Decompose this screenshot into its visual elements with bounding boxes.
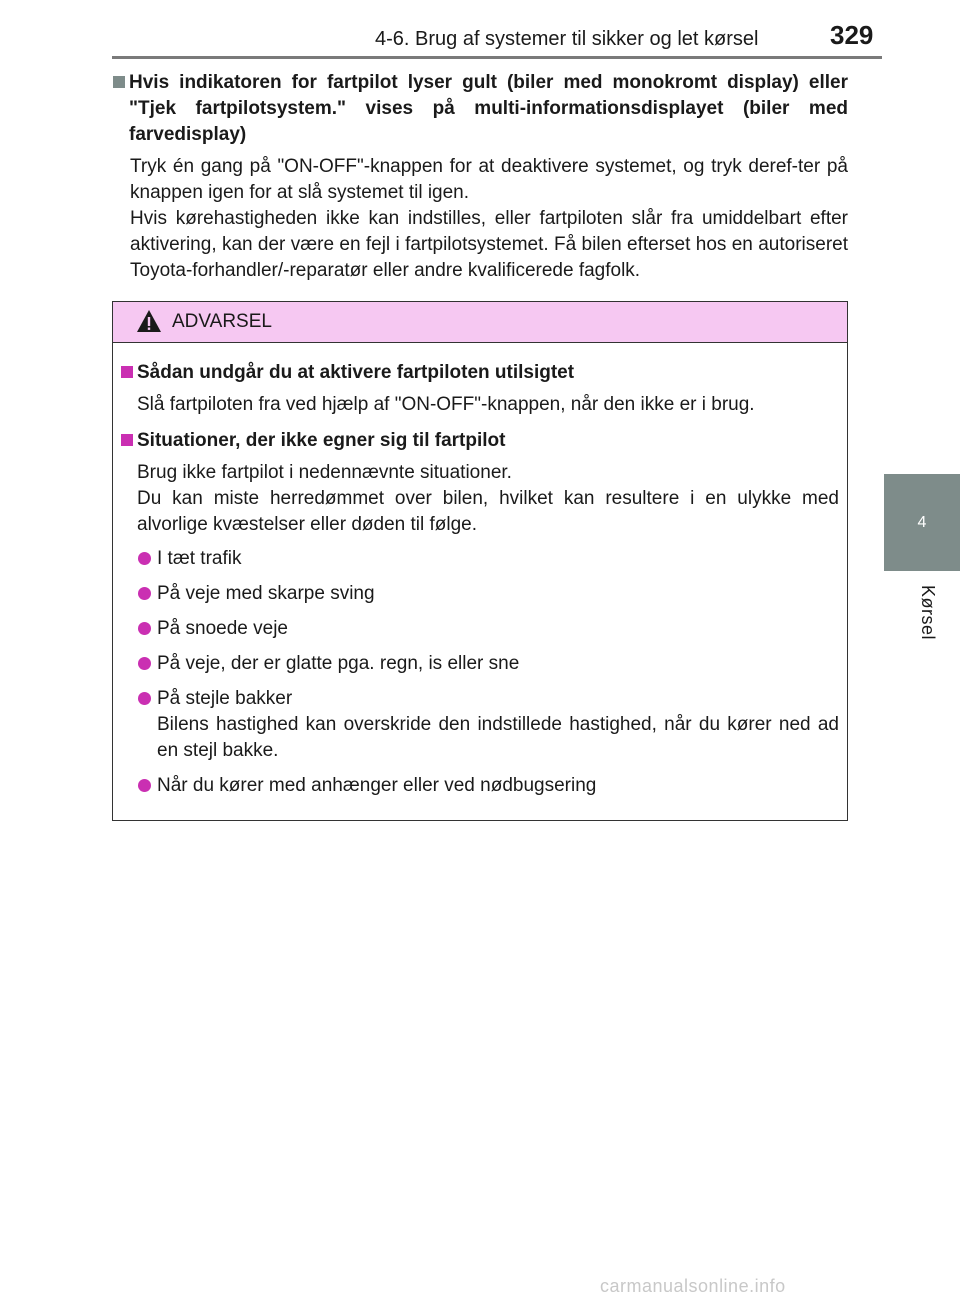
square-bullet-icon [121,366,133,378]
warning-heading-2 [121,428,839,454]
warning-text-2: Brug ikke fartpilot i nedennævnte situationer. [137,462,512,483]
warning-heading-1 [121,360,839,386]
section-heading [112,70,848,148]
square-bullet-icon [121,434,133,446]
list-item: På veje, der er glatte pga. regn, is eller sne [121,651,839,677]
square-bullet-icon [113,76,125,88]
circle-bullet-icon [138,587,151,600]
page-header [0,0,960,56]
list-item: Når du kører med anhænger eller ved nødbugsering [121,773,839,799]
section-heading-text: Hvis indikatoren for fartpilot lyser gult (biler med monokromt display) eller "Tjek fartpilotsystem." vises på multi-informationsdisplayet (biler med farvedisplay) [129,72,848,145]
circle-bullet-icon [138,657,151,670]
list-item: På veje med skarpe sving [121,581,839,607]
list-item: På stejle bakker Bilens hastighed kan overskride den indstillede hastighed, når du kører ned ad en stejl bakke. [121,686,839,764]
circle-bullet-icon [138,622,151,635]
page-number: 329 [830,20,874,50]
circle-bullet-icon [138,552,151,565]
warning-text-1: Slå fartpiloten fra ved hjælp af "ON-OFF"-knappen, når den ikke er i brug. [137,394,755,415]
section-title: 4-6. Brug af systemer til sikker og let kørsel [375,28,759,50]
warning-header [113,302,847,343]
section-paragraph-1: Tryk én gang på "ON-OFF"-knappen for at deaktivere systemet, og tryk deref-ter på knappen igen for at slå systemet til igen. [130,156,848,203]
warning-heading-2-text: Situationer, der ikke egner sig til fartpilot [137,430,506,451]
header-divider [112,56,882,59]
list-item: På snoede veje [121,616,839,642]
warning-box [112,301,848,821]
main-content [112,70,848,284]
chapter-tab: 4 [884,474,960,571]
list-item: I tæt trafik [121,546,839,572]
list-item-detail: Bilens hastighed kan overskride den indstillede hastighed, når du kører ned ad en stejl bakke. [157,714,839,761]
warning-body [113,343,847,799]
circle-bullet-icon [138,692,151,705]
warning-text-3: Du kan miste herredømmet over bilen, hvilket kan resultere i en ulykke med alvorlige kvæstelser eller døden til følge. [137,488,839,535]
circle-bullet-icon [138,779,151,792]
section-paragraph-2: Hvis kørehastigheden ikke kan indstilles, eller fartpiloten slår fra umiddelbart efter aktivering, kan der være en fejl i fartpilotsystemet. Få bilen efterset hos en autoriseret Toyota-forhandler/-reparatør eller andre kvalificerede fagfolk. [130,208,848,281]
watermark: carmanualsonline.info [600,1276,786,1296]
warning-heading-1-text: Sådan undgår du at aktivere fartpiloten utilsigtet [137,362,575,383]
warning-triangle-icon [136,309,162,333]
chapter-label: Kørsel [918,585,938,641]
warning-title: ADVARSEL [172,311,272,332]
situation-list [121,546,839,799]
